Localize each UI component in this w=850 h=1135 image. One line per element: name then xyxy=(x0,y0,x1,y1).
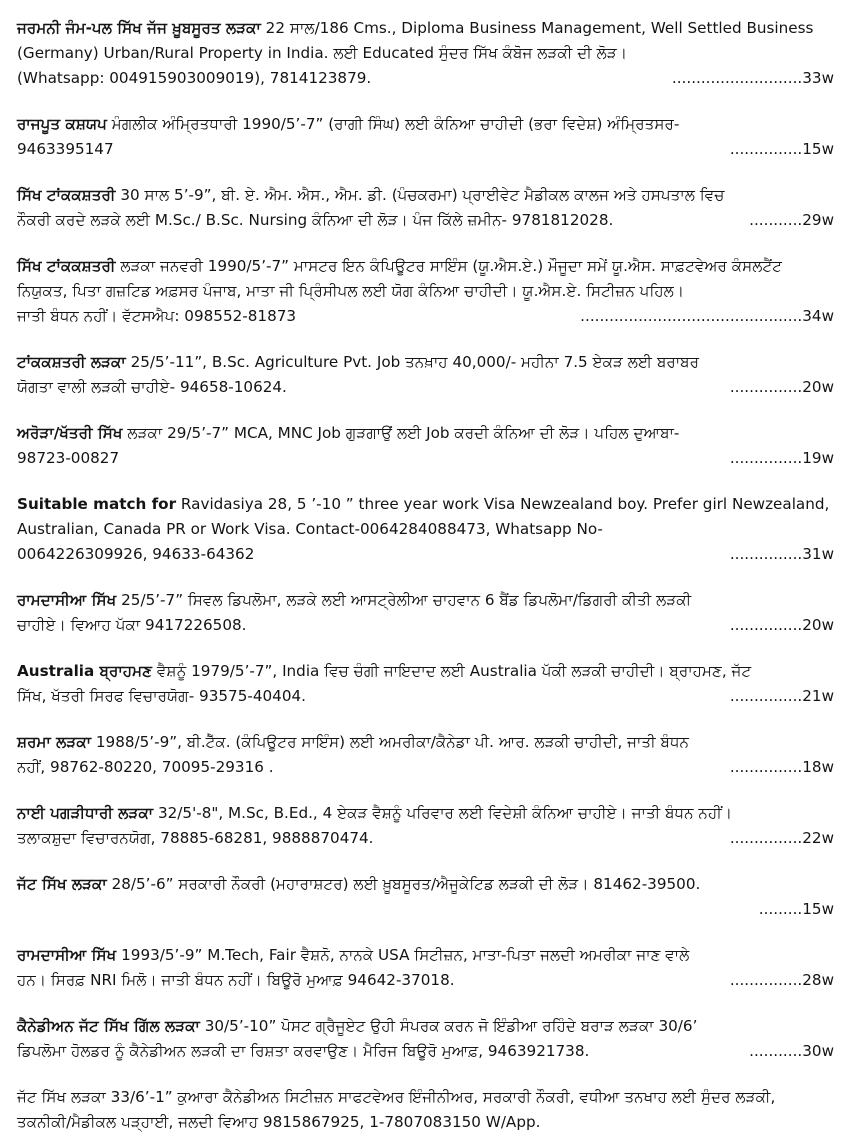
ad-word-count: ...............22w xyxy=(729,829,834,847)
ad-text: 1988/5’-9”, ਬੀ.ਟੈੱਕ. (ਕੰਪਿਊਟਰ ਸਾਇੰਸ) ਲਈ ਅਮਰੀਕਾ/ਕੈਨੇਡਾ ਪੀ. ਆਰ. ਲੜਕੀ ਚਾਹੀਦੀ, ਜਾਤੀ ਬੰਧਨ xyxy=(91,733,690,751)
ad-word-count: .........15w xyxy=(758,900,834,918)
ad-last-line xyxy=(17,137,834,162)
ad-text: 22 ਸਾਲ/186 Cms., Diploma Business Management, Well Settled Business (Germany) Urban/Rural Property in India. ਲਈ Educated ਸੁੰਦਰ ਸਿੱਖ ਕੰਬੋਜ ਲੜਕੀ ਦੀ ਲੋੜ। xyxy=(17,19,814,62)
matrimonial-ad xyxy=(17,350,834,400)
ad-text: ਵੈਸ਼ਨੂੰ 1979/5’-7”, India ਵਿਚ ਚੰਗੀ ਜਾਇਦਾਦ ਲਈ Australia ਪੱਕੀ ਲੜਕੀ ਚਾਹੀਦੀ। ਬ੍ਰਾਹਮਣ, ਜੱਟ xyxy=(152,662,752,680)
ad-word-count: ...........30w xyxy=(749,1042,834,1060)
matrimonial-ad xyxy=(17,1085,834,1135)
ad-heading: ਸ਼ਰਮਾ ਲੜਕਾ xyxy=(17,733,92,751)
matrimonial-ad xyxy=(17,112,834,162)
ad-contact: ਹਨ। ਸਿਰਫ਼ NRI ਮਿਲੋ। ਜਾਤੀ ਬੰਧਨ ਨਹੀਂ। ਬਿਊਰੋ ਮੁਆਫ਼ 94642-37018. xyxy=(17,971,455,989)
ad-last-line xyxy=(17,613,834,638)
ad-contact: ਜਾਤੀ ਬੰਧਨ ਨਹੀਂ। ਵੱਟਸਐਪ: 098552-81873 xyxy=(17,307,297,325)
ad-text: 25/5’-7” ਸਿਵਲ ਡਿਪਲੋਮਾ, ਲੜਕੇ ਲਈ ਆਸਟ੍ਰੇਲੀਆ ਚਾਹਵਾਨ 6 ਬੈਂਡ ਡਿਪਲੋਮਾ/ਡਿਗਰੀ ਕੀਤੀ ਲੜਕੀ xyxy=(116,591,692,609)
ad-heading: ਰਾਮਦਾਸੀਆ ਸਿੱਖ xyxy=(17,946,117,964)
ad-word-count: ...............15w xyxy=(729,140,834,158)
ad-word-count: ..............................................34w xyxy=(580,307,834,325)
ad-contact: ਨਹੀਂ, 98762-80220, 70095-29316 . xyxy=(17,758,274,776)
ad-text: 30/5’-10” ਪੋਸਟ ਗ੍ਰੈਜੂਏਟ ਉਹੀ ਸੰਪਰਕ ਕਰਨ ਜੋ ਇੰਡੀਆ ਰਹਿੰਦੇ ਬਰਾੜ ਲੜਕਾ 30/6’ xyxy=(199,1017,698,1035)
matrimonial-ad xyxy=(17,16,834,91)
matrimonial-ad xyxy=(17,254,834,329)
ad-last-line xyxy=(17,66,834,91)
ad-contact: 0064226309926, 94633-64362 xyxy=(17,545,255,563)
matrimonial-ad xyxy=(17,183,834,233)
ad-contact: 98723-00827 xyxy=(17,449,120,467)
ad-last-line xyxy=(17,446,834,471)
ad-heading: ਸਿੱਖ ਟਾਂਕਕਸ਼ਤਰੀ xyxy=(17,186,116,204)
ad-last-line xyxy=(17,1039,834,1064)
ad-text: 32/5'-8", M.Sc, B.Ed., 4 ਏਕੜ ਵੈਸ਼ਨੂੰ ਪਰਿਵਾਰ ਲਈ ਵਿਦੇਸ਼ੀ ਕੰਨਿਆ ਚਾਹੀਏ। ਜਾਤੀ ਬੰਧਨ ਨਹੀਂ। xyxy=(153,804,733,822)
ad-word-count: ...............18w xyxy=(729,758,834,776)
ad-word-count: ...............20w xyxy=(729,378,834,396)
ad-text: 28/5’-6” ਸਰਕਾਰੀ ਨੌਕਰੀ (ਮਹਾਰਾਸ਼ਟਰ) ਲਈ ਖ਼ੂਬਸੂਰਤ/ਐਜੂਕੇਟਿਡ ਲੜਕੀ ਦੀ ਲੋੜ। 81462-39500. xyxy=(106,875,701,893)
ad-last-line xyxy=(17,304,834,329)
ad-last-line xyxy=(17,826,834,851)
ad-contact: 9463395147 xyxy=(17,140,114,158)
ad-text: ਜੱਟ ਸਿੱਖ ਲੜਕਾ 33/6’-1” ਕੁਆਰਾ ਕੈਨੇਡੀਅਨ ਸਿਟੀਜ਼ਨ ਸਾਫਟਵੇਅਰ ਇੰਜੀਨੀਅਰ, ਸਰਕਾਰੀ ਨੌਕਰੀ, ਵਧੀਆ ਤਨਖਾਹ ਲਈ ਸੁੰਦਰ ਲੜਕੀ, ਤਕਨੀਕੀ/ਮੈਡੀਕਲ ਪੜ੍ਹਾਈ, ਜਲਦੀ ਵਿਆਹ 9815867925, 1-7807083150 W/App. xyxy=(17,1088,776,1131)
ad-last-line xyxy=(17,375,834,400)
ad-contact: ਡਿਪਲੋਮਾ ਹੋਲਡਰ ਨੂੰ ਕੈਨੇਡੀਅਨ ਲੜਕੀ ਦਾ ਰਿਸ਼ਤਾ ਕਰਵਾਉਣ। ਮੈਰਿਜ ਬਿਊਰੋ ਮੁਆਫ਼, 9463921738. xyxy=(17,1042,590,1060)
ad-text: 25/5’-11”, B.Sc. Agriculture Pvt. Job ਤਨਖ਼ਾਹ 40,000/- ਮਹੀਨਾ 7.5 ਏਕੜ ਲਈ ਬਰਾਬਰ xyxy=(125,353,700,371)
matrimonial-ad xyxy=(17,730,834,780)
matrimonial-ad xyxy=(17,872,834,922)
ad-text: ਲੜਕਾ 29/5’-7” MCA, MNC Job ਗੁੜਗਾਉਂ ਲਈ Job ਕਰਦੀ ਕੰਨਿਆ ਦੀ ਲੋੜ। ਪਹਿਲ ਦੁਆਬਾ- xyxy=(122,424,680,442)
ad-last-line xyxy=(17,684,834,709)
ad-contact: ਸਿੱਖ, ਖੱਤਰੀ ਸਿਰਫ ਵਿਚਾਰਯੋਗ- 93575-40404. xyxy=(17,687,306,705)
ad-word-count: ...............28w xyxy=(729,971,834,989)
ad-word-count: ...............31w xyxy=(729,545,834,563)
ad-heading: Suitable match for xyxy=(17,495,177,513)
ad-heading: ਕੈਨੇਡੀਅਨ ਜੱਟ ਸਿੱਖ ਗਿੱਲ ਲੜਕਾ xyxy=(17,1017,200,1035)
matrimonial-ad xyxy=(17,943,834,993)
ad-text: ਮੰਗਲੀਕ ਅੰਮ੍ਰਿਤਧਾਰੀ 1990/5’-7” (ਰਾਗੀ ਸਿੰਘ) ਲਈ ਕੰਨਿਆ ਚਾਹੀਦੀ (ਭਰਾ ਵਿਦੇਸ਼) ਅੰਮ੍ਰਿਤਸਰ- xyxy=(106,115,680,133)
ad-text: Ravidasiya 28, 5 ’-10 ” three year work Visa Newzealand boy. Prefer girl Newzealand, Australian, Canada PR or Work Visa. Contact-0064284088473, Whatsapp No- xyxy=(17,495,830,538)
matrimonial-ad xyxy=(17,801,834,851)
ad-contact: (Whatsapp: 004915903009019), 7814123879. xyxy=(17,69,372,87)
ad-contact: ਤਲਾਕਸ਼ੁਦਾ ਵਿਚਾਰਨਯੋਗ, 78885-68281, 9888870474. xyxy=(17,829,374,847)
ad-text: 30 ਸਾਲ 5’-9”, ਬੀ. ਏ. ਐਮ. ਐਸ., ਐਮ. ਡੀ. (ਪੰਚਕਰਮਾ) ਪ੍ਰਾਈਵੇਟ ਮੈਡੀਕਲ ਕਾਲਜ ਅਤੇ ਹਸਪਤਾਲ ਵਿਚ xyxy=(115,186,725,204)
ad-last-line xyxy=(17,897,834,922)
ad-heading: ਅਰੋੜਾ/ਖੱਤਰੀ ਸਿੱਖ xyxy=(17,424,123,442)
ad-last-line xyxy=(17,542,834,567)
matrimonial-ad xyxy=(17,421,834,471)
matrimonial-ad xyxy=(17,659,834,709)
ad-word-count: ...........................33w xyxy=(671,69,834,87)
ad-heading: ਜੱਟ ਸਿੱਖ ਲੜਕਾ xyxy=(17,875,107,893)
ad-heading: ਨਾਈ ਪਗੜੀਧਾਰੀ ਲੜਕਾ xyxy=(17,804,154,822)
ad-word-count: ...............19w xyxy=(729,449,834,467)
ad-contact: ਯੋਗਤਾ ਵਾਲੀ ਲੜਕੀ ਚਾਹੀਏ- 94658-10624. xyxy=(17,378,287,396)
ad-contact: ਨੌਕਰੀ ਕਰਦੇ ਲੜਕੇ ਲਈ M.Sc./ B.Sc. Nursing ਕੰਨਿਆ ਦੀ ਲੋੜ। ਪੰਜ ਕਿੱਲੇ ਜ਼ਮੀਨ- 9781812028. xyxy=(17,211,614,229)
ad-word-count: ...........29w xyxy=(749,211,834,229)
matrimonial-ad xyxy=(17,588,834,638)
ad-text: 1993/5’-9” M.Tech, Fair ਵੈਸ਼ਨੋ, ਨਾਨਕੇ USA ਸਿਟੀਜ਼ਨ, ਮਾਤਾ-ਪਿਤਾ ਜਲਦੀ ਅਮਰੀਕਾ ਜਾਣ ਵਾਲੇ xyxy=(116,946,690,964)
ad-last-line xyxy=(17,208,834,233)
ad-contact: ਚਾਹੀਏ। ਵਿਆਹ ਪੱਕਾ 9417226508. xyxy=(17,616,247,634)
ad-heading: ਸਿੱਖ ਟਾਂਕਕਸ਼ਤਰੀ xyxy=(17,257,116,275)
matrimonial-ad xyxy=(17,492,834,567)
ad-text: ਲੜਕਾ ਜਨਵਰੀ 1990/5’-7” ਮਾਸਟਰ ਇਨ ਕੰਪਿਊਟਰ ਸਾਇੰਸ (ਯੂ.ਐਸ.ਏ.) ਮੌਜੂਦਾ ਸਮੇਂ ਯੂ.ਐਸ. ਸਾਫ਼ਟਵੇਅਰ ਕੰਸਲਟੈਂਟ ਨਿਯੁਕਤ, ਪਿਤਾ ਗਜ਼ਟਿਡ ਅਫ਼ਸਰ ਪੰਜਾਬ, ਮਾਤਾ ਜੀ ਪ੍ਰਿੰਸੀਪਲ ਲਈ ਯੋਗ ਕੰਨਿਆ ਚਾਹੀਦੀ। ਯੂ.ਐਸ.ਏ. ਸਿਟੀਜ਼ਨ ਪਹਿਲ। xyxy=(17,257,782,300)
ad-last-line xyxy=(17,755,834,780)
ad-word-count: ...............20w xyxy=(729,616,834,634)
matrimonial-ad xyxy=(17,1014,834,1064)
ad-last-line xyxy=(17,968,834,993)
ad-heading: Australia ਬ੍ਰਾਹਮਣ xyxy=(17,662,152,680)
ad-heading: ਰਾਜਪੂਤ ਕਸ਼ਯਪ xyxy=(17,115,107,133)
ad-word-count: ...............21w xyxy=(729,687,834,705)
ad-heading: ਰਾਮਦਾਸੀਆ ਸਿੱਖ xyxy=(17,591,117,609)
ad-heading: ਜਰਮਨੀ ਜੰਮ-ਪਲ ਸਿੱਖ ਜੱਜ ਖ਼ੂਬਸੂਰਤ ਲੜਕਾ xyxy=(17,19,261,37)
ad-heading: ਟਾਂਕਕਸ਼ਤਰੀ ਲੜਕਾ xyxy=(17,353,126,371)
